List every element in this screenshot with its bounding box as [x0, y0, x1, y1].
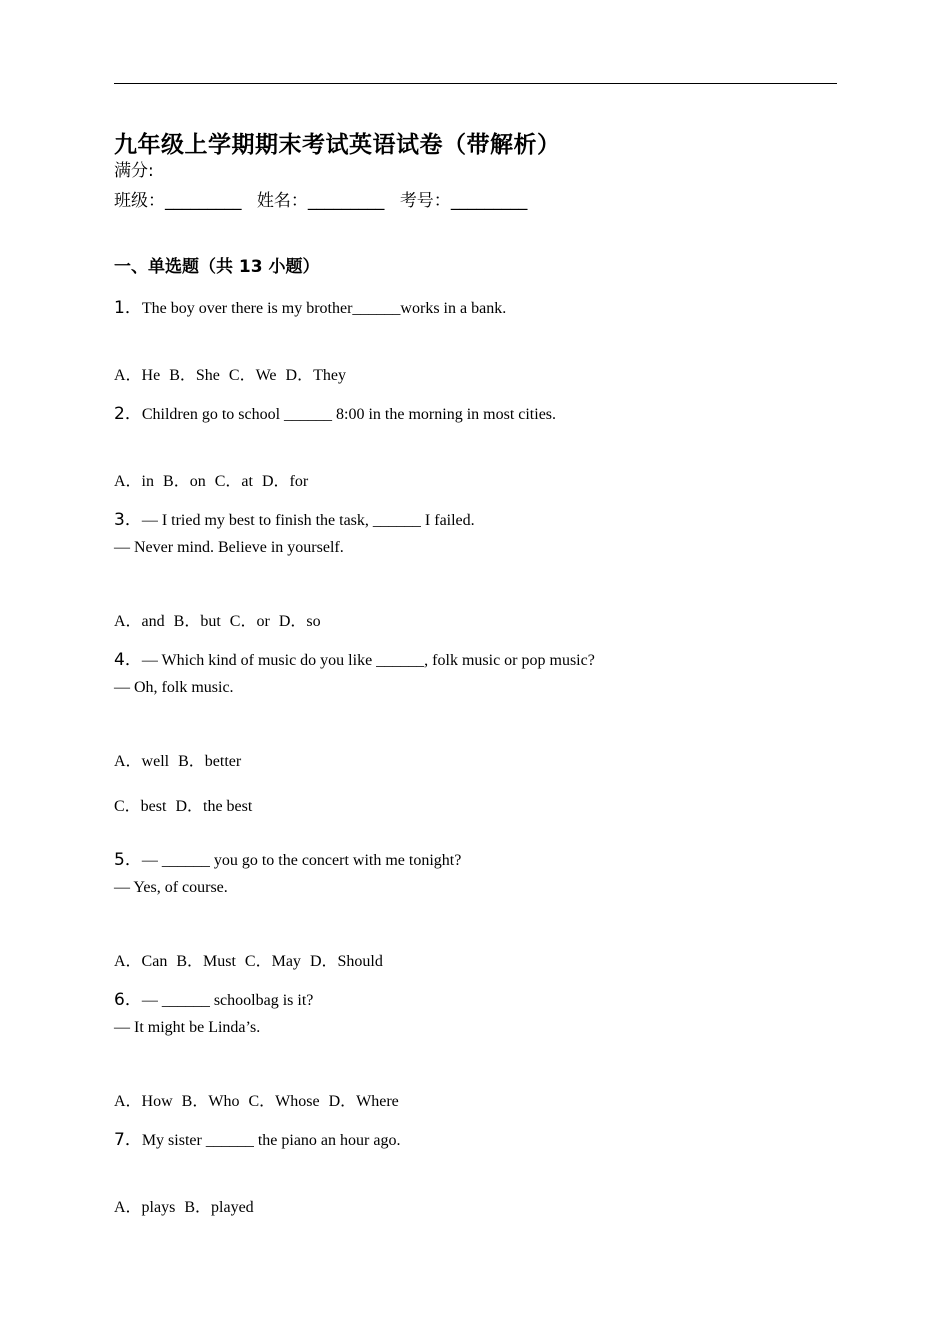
full-score-label: 满分: [114, 161, 154, 181]
question-6-reply: — It might be Linda’s. [114, 1019, 261, 1036]
option-d[interactable]: D．They [285, 367, 346, 384]
exam-number-blank: _________ [450, 191, 528, 211]
question-6-stem [114, 985, 313, 1010]
option-b[interactable]: B．She [169, 367, 220, 384]
question-number: 4． [114, 650, 142, 670]
question-5-stem [114, 845, 461, 870]
option-b[interactable]: B．played [184, 1199, 254, 1216]
class-field[interactable] [114, 186, 242, 211]
option-b[interactable]: B．but [173, 613, 221, 630]
header-rule [114, 83, 837, 84]
question-6-options [114, 1088, 399, 1111]
option-c[interactable]: C．We [228, 367, 277, 384]
section-heading: 一、单选题（共 13 小题） [114, 257, 320, 277]
question-3-options [114, 608, 321, 631]
question-4-options-row-2 [114, 793, 252, 816]
question-number: 2． [114, 404, 142, 424]
question-text: — I tried my best to finish the task, ______ I failed. [141, 512, 475, 529]
name-field[interactable] [257, 186, 385, 211]
question-1-options [114, 362, 346, 385]
option-d[interactable]: D．Where [328, 1093, 399, 1110]
option-a[interactable]: A．well [114, 753, 170, 770]
option-c[interactable]: C．at [214, 473, 253, 490]
question-text: — ______ you go to the concert with me tonight? [141, 852, 462, 869]
class-label: 班级： [114, 191, 165, 211]
option-a[interactable]: A．How [114, 1093, 173, 1110]
question-5-options [114, 948, 383, 971]
option-d[interactable]: D．for [261, 473, 309, 490]
option-c[interactable]: C．May [244, 953, 301, 970]
question-5-reply: — Yes, of course. [114, 879, 228, 896]
option-c[interactable]: C．or [229, 613, 270, 630]
option-b[interactable]: B．Who [181, 1093, 240, 1110]
question-number: 3． [114, 510, 142, 530]
question-3-reply: — Never mind. Believe in yourself. [114, 539, 344, 556]
question-4-reply: — Oh, folk music. [114, 679, 234, 696]
question-text: The boy over there is my brother______works in a bank. [141, 300, 507, 317]
option-c[interactable]: C．best [114, 798, 167, 815]
question-text: Children go to school ______ 8:00 in the morning in most cities. [141, 406, 557, 423]
question-4-options-row-1 [114, 748, 241, 771]
option-b[interactable]: B．better [178, 753, 242, 770]
option-b[interactable]: B．on [163, 473, 206, 490]
question-7-options [114, 1194, 254, 1217]
question-4-stem [114, 645, 595, 670]
question-3-stem [114, 505, 475, 530]
page-title: 九年级上学期期末考试英语试卷（带解析） [114, 132, 561, 158]
question-number: 6． [114, 990, 142, 1010]
question-text: — ______ schoolbag is it? [141, 992, 314, 1009]
option-d[interactable]: D．so [278, 613, 321, 630]
question-number: 5． [114, 850, 142, 870]
option-b[interactable]: B．Must [176, 953, 236, 970]
option-a[interactable]: A．He [114, 367, 161, 384]
name-label: 姓名： [256, 191, 308, 211]
name-blank: _________ [307, 191, 385, 211]
question-text: — Which kind of music do you like ______, folk music or pop music? [141, 652, 595, 669]
option-a[interactable]: A．plays [114, 1199, 176, 1216]
option-d[interactable]: D．the best [175, 798, 253, 815]
question-2-stem [114, 399, 556, 424]
question-number: 1． [114, 298, 142, 318]
question-number: 7． [114, 1130, 142, 1150]
class-blank: _________ [165, 191, 242, 211]
option-a[interactable]: A．and [114, 613, 165, 630]
question-text: My sister ______ the piano an hour ago. [141, 1132, 401, 1149]
question-1-stem [114, 293, 506, 318]
option-d[interactable]: D．Should [309, 953, 383, 970]
question-7-stem [114, 1125, 400, 1150]
option-a[interactable]: A．in [114, 473, 155, 490]
exam-number-field[interactable] [400, 186, 528, 211]
question-2-options [114, 468, 308, 491]
student-info-row [114, 186, 527, 211]
exam-number-label: 考号： [399, 191, 451, 211]
option-c[interactable]: C．Whose [248, 1093, 320, 1110]
option-a[interactable]: A．Can [114, 953, 168, 970]
